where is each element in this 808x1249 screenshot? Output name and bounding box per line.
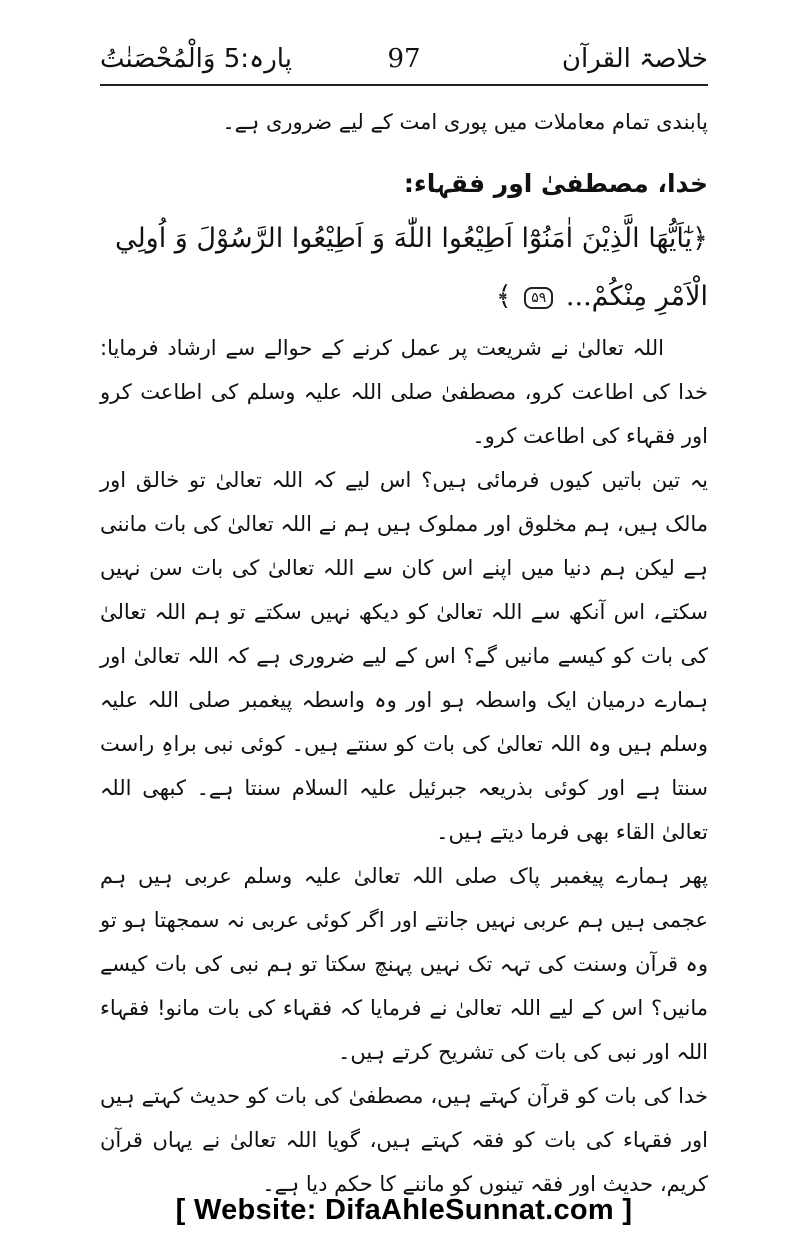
quran-verse-text: ﴿يٰٓاَيُّهَا الَّذِيْنَ اٰمَنُوْٓا اَطِيْعُوا اللّٰهَ وَ اَطِيْعُوا الرَّسُوْلَ وَ اُولِي الْاَمْرِ مِنْكُمْ... (114, 223, 708, 312)
quran-verse (100, 210, 708, 326)
section-heading: خدا، مصطفیٰ اور فقہاء: (403, 169, 708, 198)
section-label: پارہ:5 وَالْمُحْصَنٰتُ (100, 44, 292, 74)
website-footer: [ Website: DifaAhleSunnat.com ] (175, 1194, 633, 1226)
paragraph-1: اللہ تعالیٰ نے شریعت پر عمل کرنے کے حوالے سے ارشاد فرمایا: خدا کی اطاعت کرو، مصطفیٰ صلی اللہ علیہ وسلم کی اطاعت کرو اور فقہاء کی اطاعت کرو۔ (100, 336, 708, 448)
page-header (100, 40, 708, 86)
quran-verse-close: ﴾ (495, 281, 512, 312)
book-title: خلاصۃ القرآن (561, 44, 708, 74)
verse-number-badge: ۵۹ (524, 287, 553, 309)
page-number: 97 (387, 44, 421, 74)
paragraph-2: یہ تین باتیں کیوں فرمائی ہیں؟ اس لیے کہ اللہ تعالیٰ تو خالق اور مالک ہیں، ہم مخلوق اور مملوک ہیں ہم نے اللہ تعالیٰ کی بات ماننی ہے لیکن ہم دنیا میں اپنے اس کان سے اللہ تعالیٰ کی بات سن نہیں سکتے، اس آنکھ سے اللہ تعالیٰ کو دیکھ نہیں سکتے تو ہم اللہ تعالیٰ کی بات کو کیسے مانیں گے؟ اس کے لیے ضروری ہے کہ اللہ تعالیٰ اور ہمارے درمیان ایک واسطہ ہو اور وہ واسطہ پیغمبر صلی اللہ علیہ وسلم ہیں وہ اللہ تعالیٰ کی بات کو سنتے ہیں۔ کوئی نبی براہِ راست سنتا ہے اور کوئی بذریعہ جبرئیل علیہ السلام سنتا ہے۔ کبھی اللہ تعالیٰ القاء بھی فرما دیتے ہیں۔ (100, 468, 708, 844)
paragraph-4: خدا کی بات کو قرآن کہتے ہیں، مصطفیٰ کی بات کو حدیث کہتے ہیں اور فقہاء کی بات کو فقہ کہتے ہیں، گویا اللہ تعالیٰ نے یہاں قرآن کریم، حدیث اور فقہ تینوں کو ماننے کا حکم دیا ہے۔ (100, 1084, 708, 1196)
paragraph-3: پھر ہمارے پیغمبر پاک صلی اللہ تعالیٰ علیہ وسلم عربی ہیں ہم عجمی ہیں ہم عربی نہیں جانتے اور اگر کوئی عربی نہ سمجھتا ہو تو وہ قرآن وسنت کی تہہ تک نہیں پہنچ سکتا تو ہم نبی کی بات کیسے مانیں؟ اس کے لیے اللہ تعالیٰ نے فرمایا کہ فقہاء کی بات مانو! فقہاء اللہ اور نبی کی بات کی تشریح کرتے ہیں۔ (100, 864, 708, 1064)
paragraph-intro: پابندی تمام معاملات میں پوری امت کے لیے ضروری ہے۔ (222, 110, 708, 134)
page-body (100, 100, 708, 1206)
